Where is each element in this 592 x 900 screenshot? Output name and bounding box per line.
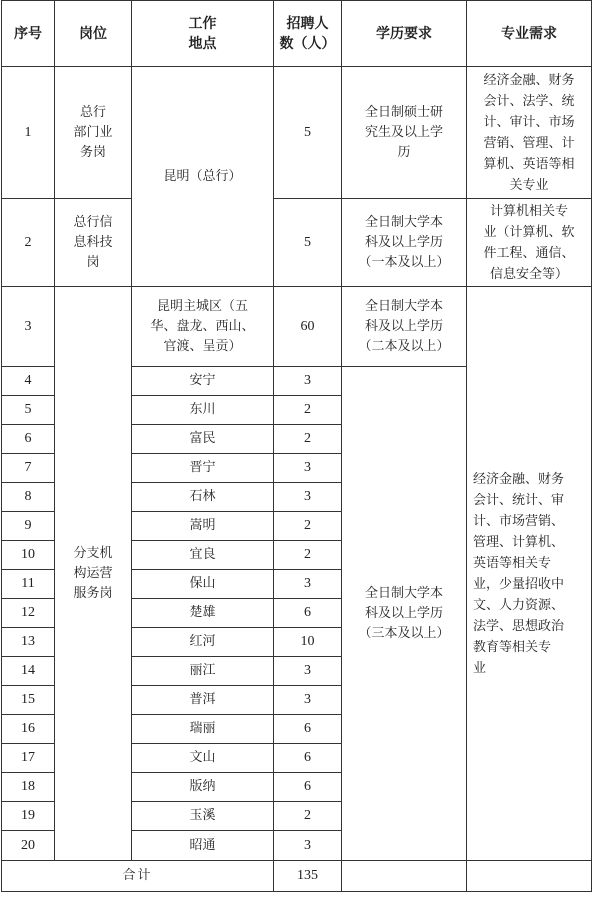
table-row — [2, 67, 592, 199]
row-index: 15 — [2, 686, 55, 715]
row-index: 20 — [2, 831, 55, 861]
row-location: 保山 — [132, 570, 274, 599]
row-location: 文山 — [132, 744, 274, 773]
total-education-empty — [342, 861, 467, 892]
row-index: 14 — [2, 657, 55, 686]
row-index: 8 — [2, 483, 55, 512]
row-count: 6 — [274, 599, 342, 628]
row-index: 18 — [2, 773, 55, 802]
total-label: 合计 — [2, 861, 274, 892]
row-index: 6 — [2, 425, 55, 454]
row-index: 13 — [2, 628, 55, 657]
header-position: 岗位 — [55, 1, 132, 67]
header-index: 序号 — [2, 1, 55, 67]
row-index: 12 — [2, 599, 55, 628]
row-position: 总行信 息科技 岗 — [55, 199, 132, 287]
row-location: 石林 — [132, 483, 274, 512]
row-location: 玉溪 — [132, 802, 274, 831]
row-count: 5 — [274, 199, 342, 287]
row-education: 全日制大学本 科及以上学历 （三本及以上） — [342, 367, 467, 861]
row-location: 版纳 — [132, 773, 274, 802]
row-position: 分支机 构运营 服务岗 — [55, 287, 132, 861]
header-location: 工作 地点 — [132, 1, 274, 67]
row-count: 6 — [274, 715, 342, 744]
row-location: 红河 — [132, 628, 274, 657]
row-index: 2 — [2, 199, 55, 287]
row-location: 楚雄 — [132, 599, 274, 628]
row-count: 2 — [274, 425, 342, 454]
row-index: 5 — [2, 396, 55, 425]
header-education: 学历要求 — [342, 1, 467, 67]
row-index: 16 — [2, 715, 55, 744]
row-location: 丽江 — [132, 657, 274, 686]
header-row — [2, 1, 592, 67]
row-count: 2 — [274, 802, 342, 831]
row-index: 10 — [2, 541, 55, 570]
header-major: 专业需求 — [467, 1, 592, 67]
row-education: 全日制大学本 科及以上学历 （二本及以上） — [342, 287, 467, 367]
row-count: 2 — [274, 396, 342, 425]
row-major: 经济金融、财务 会计、统计、审 计、市场营销、 管理、计算机、 英语等相关专 业，少量招收中 文、人力资源、 法学、思想政治 教育等相关专 业 — [467, 287, 592, 861]
total-count: 135 — [274, 861, 342, 892]
row-index: 1 — [2, 67, 55, 199]
total-major-empty — [467, 861, 592, 892]
row-location: 嵩明 — [132, 512, 274, 541]
row-count: 2 — [274, 512, 342, 541]
row-location: 东川 — [132, 396, 274, 425]
row-count: 3 — [274, 483, 342, 512]
table-row — [2, 199, 592, 287]
row-index: 17 — [2, 744, 55, 773]
row-index: 4 — [2, 367, 55, 396]
row-location: 宜良 — [132, 541, 274, 570]
row-position: 总行 部门业 务岗 — [55, 67, 132, 199]
row-count: 60 — [274, 287, 342, 367]
row-location: 昆明（总行） — [132, 67, 274, 287]
row-count: 3 — [274, 570, 342, 599]
row-location: 富民 — [132, 425, 274, 454]
row-index: 3 — [2, 287, 55, 367]
row-count: 3 — [274, 367, 342, 396]
row-location: 昭通 — [132, 831, 274, 861]
row-index: 7 — [2, 454, 55, 483]
row-index: 19 — [2, 802, 55, 831]
row-count: 5 — [274, 67, 342, 199]
row-location: 瑞丽 — [132, 715, 274, 744]
header-count: 招聘人 数（人） — [274, 1, 342, 67]
row-count: 10 — [274, 628, 342, 657]
row-major: 计算机相关专 业（计算机、软 件工程、通信、 信息安全等） — [467, 199, 592, 287]
row-education: 全日制硕士研 究生及以上学 历 — [342, 67, 467, 199]
row-count: 3 — [274, 686, 342, 715]
row-index: 9 — [2, 512, 55, 541]
recruitment-table — [1, 0, 592, 892]
row-education: 全日制大学本 科及以上学历 （一本及以上） — [342, 199, 467, 287]
table-row — [2, 287, 592, 367]
row-location: 安宁 — [132, 367, 274, 396]
row-location: 昆明主城区（五 华、盘龙、西山、 官渡、呈贡） — [132, 287, 274, 367]
row-count: 6 — [274, 773, 342, 802]
row-count: 6 — [274, 744, 342, 773]
row-count: 3 — [274, 831, 342, 861]
total-row — [2, 861, 592, 892]
row-count: 3 — [274, 657, 342, 686]
row-location: 晋宁 — [132, 454, 274, 483]
row-location: 普洱 — [132, 686, 274, 715]
row-count: 3 — [274, 454, 342, 483]
row-index: 11 — [2, 570, 55, 599]
row-count: 2 — [274, 541, 342, 570]
row-major: 经济金融、财务 会计、法学、统 计、审计、市场 营销、管理、计 算机、英语等相 关专业 — [467, 67, 592, 199]
